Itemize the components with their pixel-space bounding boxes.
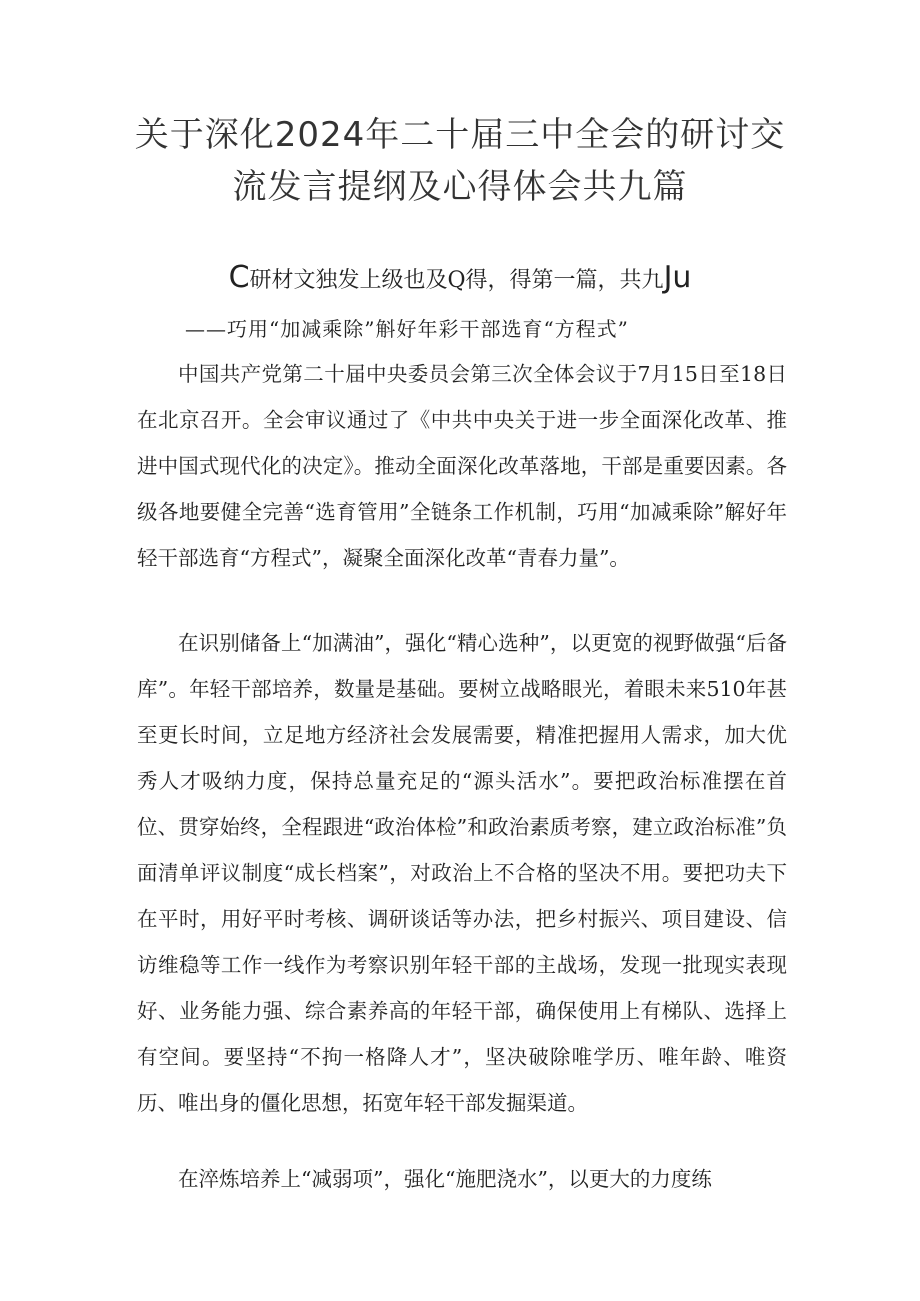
document-title-line-1: 关于深化2024年二十届三中全会的研讨交 xyxy=(134,115,786,155)
section-heading xyxy=(120,258,800,301)
section-heading-text: 研材文独发上级也及Q得，得第一篇，共九 xyxy=(249,268,664,293)
body-paragraph: 在识别储备上“加满油”，强化“精心选种”，以更宽的视野做强“后备库”。年轻干部培养，数量是基础。要树立战略眼光，着眼未来510年甚至更长时间，立足地方经济社会发展需要，精准把握用人需求，加大优秀人才吸纳力度，保持总量充足的“源头活水”。要把政治标准摆在首位、贯穿始终，全程跟进“政治体检”和政治素质考察，建立政治标准”负面清单评议制度“成长档案”，对政治上不合格的坚决不用。要把功夫下在平时，用好平时考核、调研谈话等办法，把乡村振兴、项目建设、信访维稳等工作一线作为考察识别年轻干部的主战场，发现一批现实表现好、业务能力强、综合素养高的年轻干部，确保使用上有梯队、选择上有空间。要坚持“不拘一格降人才”，坚决破除唯学历、唯年龄、唯资历、唯出身的僵化思想，拓宽年轻干部发掘渠道。 xyxy=(137,631,787,1115)
body-paragraph: 在淬炼培养上“减弱项”，强化“施肥浇水”，以更大的力度练 xyxy=(178,1167,712,1191)
body-paragraph: 中国共产党第二十届中央委员会第三次全体会议于7月15日至18日在北京召开。全会审议通过了《中共中央关于进一步全面深化改革、推进中国式现代化的决定》。推动全面深化改革落地，干部是重要因素。各级各地要健全完善“选育管用”全链条工作机制，巧用“加减乘除”解好年轻干部选育“方程式”，凝聚全面深化改革“青春力量”。 xyxy=(137,362,787,570)
document-title-line-2: 流发言提纲及心得体会共九篇 xyxy=(232,167,688,207)
section-subtitle: ——巧用“加减乘除”斛好年彩干部选育“方程式” xyxy=(185,317,629,341)
section-heading-initial: C xyxy=(228,260,250,295)
section-heading-tail: Ju xyxy=(663,260,692,295)
